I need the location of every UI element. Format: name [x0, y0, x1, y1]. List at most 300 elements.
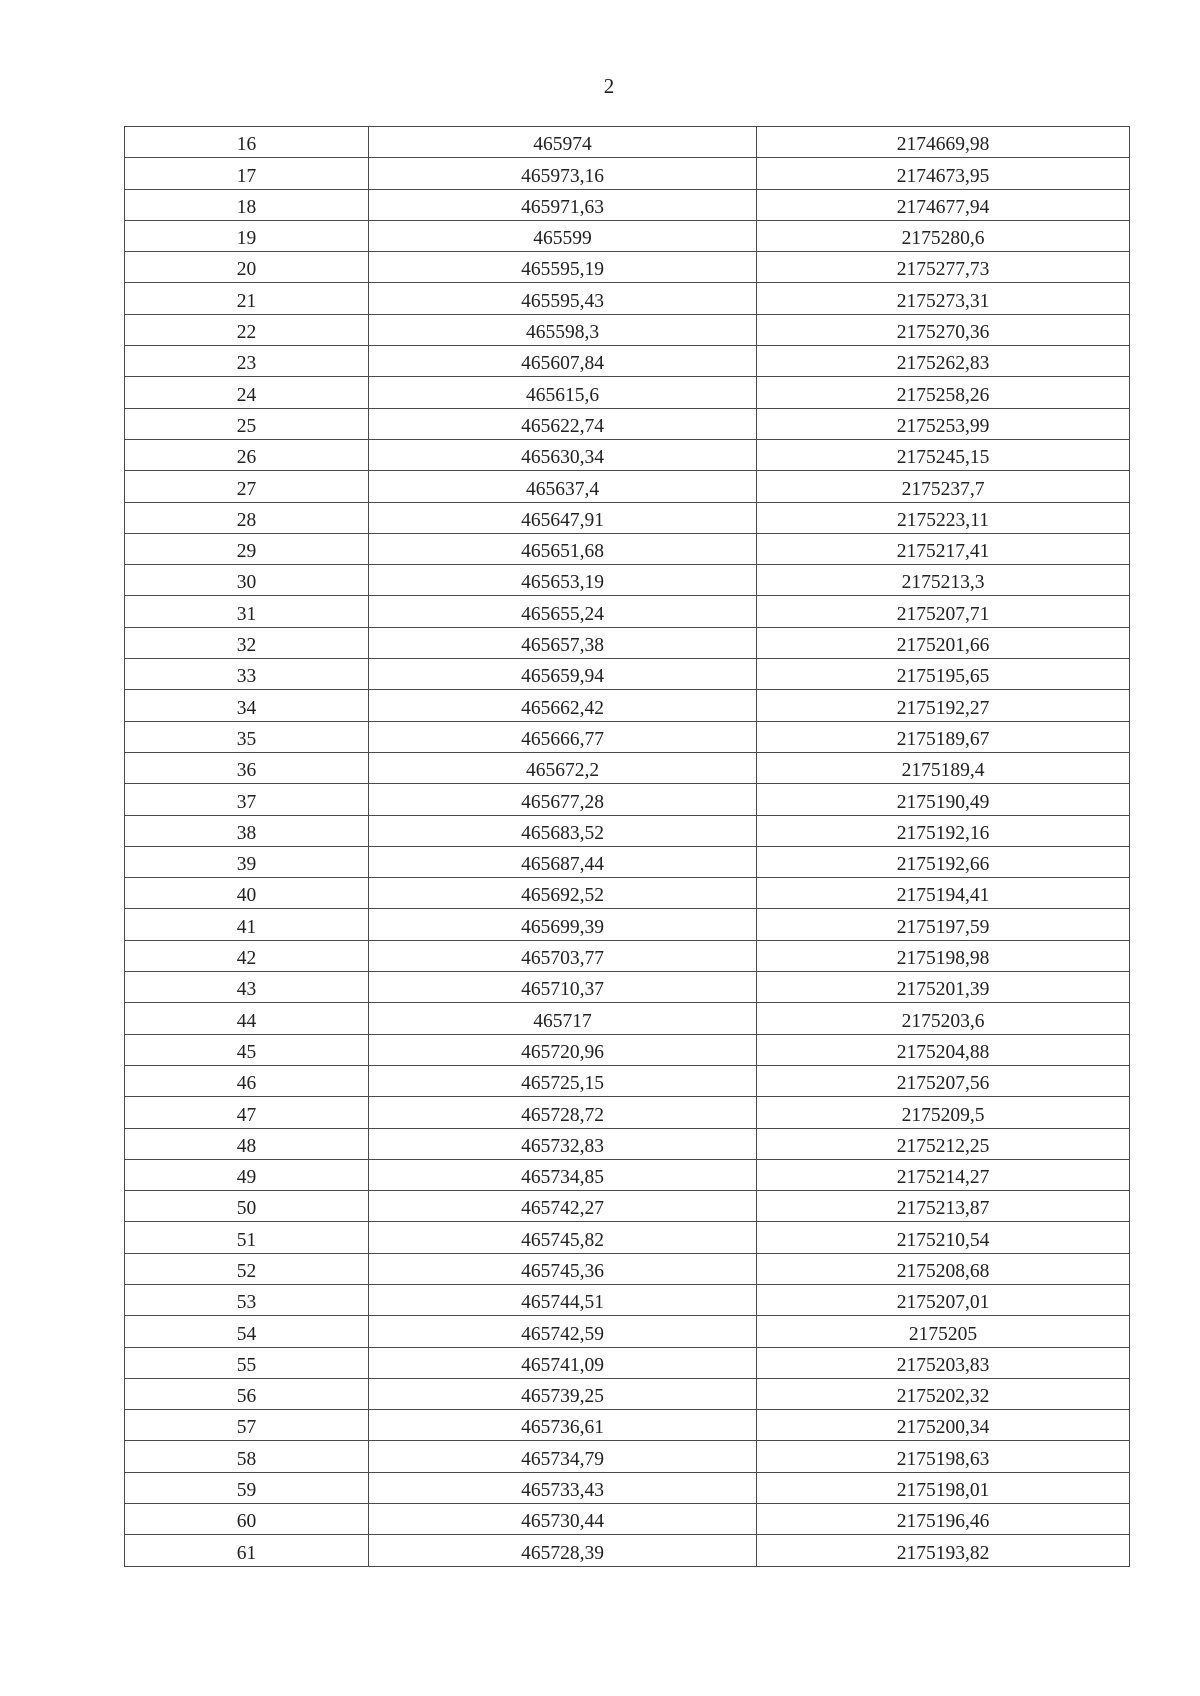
x-coordinate-cell — [369, 1472, 757, 1503]
x-coordinate-cell — [369, 220, 757, 251]
x-coordinate-cell — [369, 283, 757, 314]
x-coordinate-cell — [369, 1065, 757, 1096]
point-number-cell — [125, 1347, 369, 1378]
y-coordinate-cell-text: 2175214,27 — [896, 1167, 990, 1189]
point-number-cell-text: 35 — [236, 728, 257, 750]
point-number-cell — [125, 1284, 369, 1315]
x-coordinate-cell-text: 465653,19 — [521, 572, 604, 594]
x-coordinate-cell — [369, 846, 757, 877]
point-number-cell-text: 39 — [236, 854, 257, 876]
table-row — [125, 878, 1130, 909]
y-coordinate-cell — [757, 1284, 1130, 1315]
table-row — [125, 1316, 1130, 1347]
y-coordinate-cell-text: 2175201,39 — [896, 979, 990, 1001]
point-number-cell — [125, 1504, 369, 1535]
table-row — [125, 1159, 1130, 1190]
point-number-cell-text: 18 — [236, 196, 257, 218]
y-coordinate-cell — [757, 1253, 1130, 1284]
y-coordinate-cell-text: 2175207,56 — [896, 1073, 990, 1095]
point-number-cell — [125, 940, 369, 971]
x-coordinate-cell — [369, 596, 757, 627]
y-coordinate-cell-text: 2175262,83 — [896, 353, 990, 375]
x-coordinate-cell — [369, 1535, 757, 1566]
y-coordinate-cell — [757, 283, 1130, 314]
point-number-cell-text: 52 — [236, 1260, 257, 1282]
table-row — [125, 1253, 1130, 1284]
x-coordinate-cell — [369, 1410, 757, 1441]
y-coordinate-cell — [757, 408, 1130, 439]
y-coordinate-cell — [757, 1128, 1130, 1159]
x-coordinate-cell — [369, 565, 757, 596]
point-number-cell-text: 28 — [236, 509, 257, 531]
y-coordinate-cell-text: 2175245,15 — [896, 447, 990, 469]
y-coordinate-cell-text: 2175213,3 — [901, 572, 985, 594]
x-coordinate-cell-text: 465622,74 — [521, 415, 604, 437]
table-row — [125, 690, 1130, 721]
table-row — [125, 1128, 1130, 1159]
point-number-cell — [125, 1097, 369, 1128]
point-number-cell-text: 44 — [236, 1010, 257, 1032]
x-coordinate-cell — [369, 909, 757, 940]
x-coordinate-cell-text: 465720,96 — [521, 1041, 604, 1063]
point-number-cell — [125, 1003, 369, 1034]
x-coordinate-cell — [369, 1097, 757, 1128]
x-coordinate-cell — [369, 158, 757, 189]
point-number-cell-text: 36 — [236, 760, 257, 782]
y-coordinate-cell — [757, 1159, 1130, 1190]
table-row — [125, 784, 1130, 815]
x-coordinate-cell-text: 465666,77 — [521, 728, 604, 750]
x-coordinate-cell — [369, 1441, 757, 1472]
point-number-cell — [125, 1535, 369, 1566]
table-row — [125, 1378, 1130, 1409]
x-coordinate-cell — [369, 1253, 757, 1284]
point-number-cell-text: 16 — [236, 134, 257, 156]
point-number-cell — [125, 533, 369, 564]
point-number-cell — [125, 1253, 369, 1284]
point-number-cell-text: 47 — [236, 1104, 257, 1126]
y-coordinate-cell-text: 2175190,49 — [896, 791, 990, 813]
point-number-cell-text: 42 — [236, 948, 257, 970]
table-row — [125, 1191, 1130, 1222]
point-number-cell — [125, 189, 369, 220]
point-number-cell — [125, 314, 369, 345]
y-coordinate-cell-text: 2175212,25 — [896, 1135, 990, 1157]
table-row — [125, 283, 1130, 314]
point-number-cell-text: 24 — [236, 384, 257, 406]
point-number-cell-text: 26 — [236, 447, 257, 469]
x-coordinate-cell — [369, 721, 757, 752]
x-coordinate-cell — [369, 972, 757, 1003]
point-number-cell-text: 55 — [236, 1354, 257, 1376]
point-number-cell — [125, 909, 369, 940]
table-row — [125, 909, 1130, 940]
point-number-cell-text: 40 — [236, 885, 257, 907]
y-coordinate-cell — [757, 314, 1130, 345]
y-coordinate-cell — [757, 1065, 1130, 1096]
y-coordinate-cell-text: 2175210,54 — [896, 1229, 990, 1251]
y-coordinate-cell-text: 2175258,26 — [896, 384, 990, 406]
y-coordinate-cell — [757, 1191, 1130, 1222]
y-coordinate-cell — [757, 1003, 1130, 1034]
point-number-cell — [125, 283, 369, 314]
x-coordinate-cell — [369, 1034, 757, 1065]
point-number-cell-text: 31 — [236, 603, 257, 625]
y-coordinate-cell-text: 2174677,94 — [896, 196, 990, 218]
y-coordinate-cell-text: 2175198,98 — [896, 948, 990, 970]
table-row — [125, 940, 1130, 971]
x-coordinate-cell-text: 465699,39 — [521, 916, 604, 938]
x-coordinate-cell — [369, 1347, 757, 1378]
point-number-cell-text: 38 — [236, 822, 257, 844]
y-coordinate-cell — [757, 1410, 1130, 1441]
y-coordinate-cell-text: 2175192,16 — [896, 822, 990, 844]
point-number-cell — [125, 1191, 369, 1222]
x-coordinate-cell-text: 465728,39 — [521, 1542, 604, 1564]
point-number-cell — [125, 1159, 369, 1190]
y-coordinate-cell — [757, 752, 1130, 783]
table-row — [125, 1003, 1130, 1034]
y-coordinate-cell-text: 2175207,01 — [896, 1292, 990, 1314]
x-coordinate-cell-text: 465595,19 — [521, 259, 604, 281]
coordinates-table-body — [125, 127, 1130, 1567]
table-row — [125, 1504, 1130, 1535]
x-coordinate-cell-text: 465615,6 — [525, 384, 600, 406]
table-row — [125, 721, 1130, 752]
y-coordinate-cell-text: 2175201,66 — [896, 635, 990, 657]
y-coordinate-cell-text: 2175197,59 — [896, 916, 990, 938]
y-coordinate-cell — [757, 471, 1130, 502]
x-coordinate-cell-text: 465630,34 — [521, 447, 604, 469]
x-coordinate-cell — [369, 346, 757, 377]
point-number-cell — [125, 784, 369, 815]
y-coordinate-cell — [757, 940, 1130, 971]
table-row — [125, 565, 1130, 596]
y-coordinate-cell-text: 2175198,01 — [896, 1480, 990, 1502]
x-coordinate-cell — [369, 377, 757, 408]
point-number-cell — [125, 1034, 369, 1065]
table-row — [125, 1535, 1130, 1566]
table-row — [125, 252, 1130, 283]
table-row — [125, 972, 1130, 1003]
table-row — [125, 502, 1130, 533]
point-number-cell-text: 46 — [236, 1073, 257, 1095]
y-coordinate-cell-text: 2175196,46 — [896, 1511, 990, 1533]
x-coordinate-cell-text: 465655,24 — [521, 603, 604, 625]
table-row — [125, 846, 1130, 877]
y-coordinate-cell-text: 2175192,66 — [896, 854, 990, 876]
point-number-cell — [125, 972, 369, 1003]
y-coordinate-cell-text: 2175205 — [908, 1323, 978, 1345]
point-number-cell-text: 57 — [236, 1417, 257, 1439]
point-number-cell — [125, 127, 369, 158]
point-number-cell — [125, 878, 369, 909]
x-coordinate-cell-text: 465657,38 — [521, 635, 604, 657]
y-coordinate-cell — [757, 1097, 1130, 1128]
point-number-cell-text: 37 — [236, 791, 257, 813]
y-coordinate-cell-text: 2175217,41 — [896, 541, 990, 563]
point-number-cell — [125, 252, 369, 283]
point-number-cell — [125, 1472, 369, 1503]
x-coordinate-cell-text: 465739,25 — [521, 1386, 604, 1408]
point-number-cell — [125, 721, 369, 752]
y-coordinate-cell — [757, 1472, 1130, 1503]
y-coordinate-cell — [757, 721, 1130, 752]
y-coordinate-cell — [757, 1034, 1130, 1065]
x-coordinate-cell — [369, 1222, 757, 1253]
x-coordinate-cell — [369, 752, 757, 783]
x-coordinate-cell — [369, 940, 757, 971]
y-coordinate-cell — [757, 1347, 1130, 1378]
point-number-cell-text: 21 — [236, 290, 257, 312]
x-coordinate-cell-text: 465974 — [533, 134, 592, 156]
x-coordinate-cell-text: 465607,84 — [521, 353, 604, 375]
x-coordinate-cell — [369, 189, 757, 220]
point-number-cell-text: 30 — [236, 572, 257, 594]
x-coordinate-cell-text: 465973,16 — [521, 165, 604, 187]
x-coordinate-cell-text: 465672,2 — [525, 760, 600, 782]
y-coordinate-cell-text: 2175280,6 — [901, 228, 985, 250]
point-number-cell-text: 32 — [236, 635, 257, 657]
point-number-cell — [125, 815, 369, 846]
y-coordinate-cell-text: 2175198,63 — [896, 1448, 990, 1470]
point-number-cell — [125, 1316, 369, 1347]
table-row — [125, 220, 1130, 251]
y-coordinate-cell-text: 2175203,83 — [896, 1354, 990, 1376]
y-coordinate-cell-text: 2175207,71 — [896, 603, 990, 625]
x-coordinate-cell — [369, 252, 757, 283]
x-coordinate-cell — [369, 690, 757, 721]
table-row — [125, 346, 1130, 377]
point-number-cell — [125, 752, 369, 783]
table-row — [125, 815, 1130, 846]
point-number-cell-text: 49 — [236, 1167, 257, 1189]
y-coordinate-cell — [757, 784, 1130, 815]
x-coordinate-cell — [369, 878, 757, 909]
table-row — [125, 1410, 1130, 1441]
point-number-cell-text: 50 — [236, 1198, 257, 1220]
y-coordinate-cell-text: 2175209,5 — [901, 1104, 985, 1126]
x-coordinate-cell-text: 465734,79 — [521, 1448, 604, 1470]
y-coordinate-cell — [757, 659, 1130, 690]
table-row — [125, 1222, 1130, 1253]
y-coordinate-cell — [757, 1222, 1130, 1253]
x-coordinate-cell-text: 465683,52 — [521, 822, 604, 844]
y-coordinate-cell-text: 2175189,4 — [901, 760, 985, 782]
y-coordinate-cell-text: 2175200,34 — [896, 1417, 990, 1439]
x-coordinate-cell-text: 465717 — [533, 1010, 592, 1032]
point-number-cell-text: 29 — [236, 541, 257, 563]
point-number-cell — [125, 596, 369, 627]
y-coordinate-cell — [757, 533, 1130, 564]
x-coordinate-cell — [369, 314, 757, 345]
table-row — [125, 1097, 1130, 1128]
x-coordinate-cell-text: 465736,61 — [521, 1417, 604, 1439]
table-row — [125, 439, 1130, 470]
x-coordinate-cell-text: 465745,82 — [521, 1229, 604, 1251]
y-coordinate-cell — [757, 189, 1130, 220]
y-coordinate-cell — [757, 127, 1130, 158]
y-coordinate-cell-text: 2175237,7 — [901, 478, 985, 500]
point-number-cell-text: 45 — [236, 1041, 257, 1063]
y-coordinate-cell — [757, 220, 1130, 251]
point-number-cell-text: 20 — [236, 259, 257, 281]
y-coordinate-cell-text: 2175277,73 — [896, 259, 990, 281]
y-coordinate-cell-text: 2175194,41 — [896, 885, 990, 907]
point-number-cell-text: 23 — [236, 353, 257, 375]
x-coordinate-cell-text: 465728,72 — [521, 1104, 604, 1126]
y-coordinate-cell — [757, 846, 1130, 877]
point-number-cell-text: 22 — [236, 322, 257, 344]
x-coordinate-cell-text: 465647,91 — [521, 509, 604, 531]
x-coordinate-cell-text: 465732,83 — [521, 1135, 604, 1157]
point-number-cell-text: 54 — [236, 1323, 257, 1345]
table-row — [125, 659, 1130, 690]
x-coordinate-cell-text: 465599 — [533, 228, 592, 250]
x-coordinate-cell-text: 465662,42 — [521, 697, 604, 719]
y-coordinate-cell-text: 2175202,32 — [896, 1386, 990, 1408]
point-number-cell-text: 59 — [236, 1480, 257, 1502]
x-coordinate-cell — [369, 1003, 757, 1034]
coordinates-table — [124, 126, 1130, 1567]
table-row — [125, 1284, 1130, 1315]
x-coordinate-cell — [369, 659, 757, 690]
y-coordinate-cell-text: 2175193,82 — [896, 1542, 990, 1564]
point-number-cell-text: 48 — [236, 1135, 257, 1157]
x-coordinate-cell-text: 465730,44 — [521, 1511, 604, 1533]
x-coordinate-cell — [369, 408, 757, 439]
y-coordinate-cell — [757, 1441, 1130, 1472]
point-number-cell — [125, 1410, 369, 1441]
point-number-cell-text: 34 — [236, 697, 257, 719]
point-number-cell-text: 61 — [236, 1542, 257, 1564]
y-coordinate-cell — [757, 627, 1130, 658]
y-coordinate-cell — [757, 439, 1130, 470]
y-coordinate-cell-text: 2175208,68 — [896, 1260, 990, 1282]
x-coordinate-cell-text: 465637,4 — [525, 478, 600, 500]
x-coordinate-cell — [369, 1316, 757, 1347]
y-coordinate-cell — [757, 502, 1130, 533]
table-row — [125, 127, 1130, 158]
x-coordinate-cell — [369, 784, 757, 815]
point-number-cell — [125, 690, 369, 721]
page-number: 2 — [603, 74, 615, 98]
y-coordinate-cell — [757, 346, 1130, 377]
table-row — [125, 189, 1130, 220]
table-row — [125, 627, 1130, 658]
point-number-cell — [125, 1065, 369, 1096]
x-coordinate-cell — [369, 533, 757, 564]
point-number-cell — [125, 565, 369, 596]
point-number-cell — [125, 1441, 369, 1472]
x-coordinate-cell — [369, 439, 757, 470]
table-row — [125, 1034, 1130, 1065]
y-coordinate-cell — [757, 1504, 1130, 1535]
point-number-cell — [125, 158, 369, 189]
x-coordinate-cell-text: 465692,52 — [521, 885, 604, 907]
point-number-cell-text: 33 — [236, 666, 257, 688]
y-coordinate-cell — [757, 565, 1130, 596]
x-coordinate-cell — [369, 502, 757, 533]
x-coordinate-cell-text: 465595,43 — [521, 290, 604, 312]
x-coordinate-cell-text: 465703,77 — [521, 948, 604, 970]
y-coordinate-cell — [757, 1316, 1130, 1347]
point-number-cell — [125, 220, 369, 251]
point-number-cell — [125, 408, 369, 439]
table-row — [125, 533, 1130, 564]
table-row — [125, 752, 1130, 783]
point-number-cell — [125, 627, 369, 658]
y-coordinate-cell-text: 2175213,87 — [896, 1198, 990, 1220]
y-coordinate-cell — [757, 1378, 1130, 1409]
point-number-cell-text: 53 — [236, 1292, 257, 1314]
x-coordinate-cell-text: 465677,28 — [521, 791, 604, 813]
x-coordinate-cell-text: 465710,37 — [521, 979, 604, 1001]
y-coordinate-cell-text: 2175203,6 — [901, 1010, 985, 1032]
y-coordinate-cell — [757, 158, 1130, 189]
y-coordinate-cell — [757, 972, 1130, 1003]
table-row — [125, 1347, 1130, 1378]
point-number-cell-text: 41 — [236, 916, 257, 938]
y-coordinate-cell — [757, 878, 1130, 909]
x-coordinate-cell-text: 465742,27 — [521, 1198, 604, 1220]
y-coordinate-cell — [757, 909, 1130, 940]
y-coordinate-cell-text: 2174673,95 — [896, 165, 990, 187]
x-coordinate-cell-text: 465734,85 — [521, 1167, 604, 1189]
x-coordinate-cell — [369, 627, 757, 658]
point-number-cell — [125, 502, 369, 533]
x-coordinate-cell — [369, 1504, 757, 1535]
x-coordinate-cell-text: 465733,43 — [521, 1480, 604, 1502]
point-number-cell — [125, 377, 369, 408]
table-row — [125, 471, 1130, 502]
x-coordinate-cell — [369, 1128, 757, 1159]
point-number-cell-text: 56 — [236, 1386, 257, 1408]
y-coordinate-cell-text: 2175273,31 — [896, 290, 990, 312]
point-number-cell-text: 25 — [236, 415, 257, 437]
point-number-cell — [125, 1222, 369, 1253]
point-number-cell — [125, 346, 369, 377]
x-coordinate-cell — [369, 1378, 757, 1409]
x-coordinate-cell-text: 465687,44 — [521, 854, 604, 876]
table-row — [125, 1472, 1130, 1503]
table-row — [125, 596, 1130, 627]
point-number-cell-text: 17 — [236, 165, 257, 187]
x-coordinate-cell-text: 465598,3 — [525, 322, 600, 344]
y-coordinate-cell-text: 2175204,88 — [896, 1041, 990, 1063]
point-number-cell-text: 43 — [236, 979, 257, 1001]
table-row — [125, 314, 1130, 345]
y-coordinate-cell-text: 2175270,36 — [896, 322, 990, 344]
x-coordinate-cell — [369, 1159, 757, 1190]
x-coordinate-cell — [369, 1191, 757, 1222]
y-coordinate-cell — [757, 252, 1130, 283]
y-coordinate-cell-text: 2175192,27 — [896, 697, 990, 719]
point-number-cell-text: 58 — [236, 1448, 257, 1470]
x-coordinate-cell — [369, 1284, 757, 1315]
x-coordinate-cell-text: 465741,09 — [521, 1354, 604, 1376]
x-coordinate-cell — [369, 471, 757, 502]
point-number-cell — [125, 1128, 369, 1159]
point-number-cell-text: 51 — [236, 1229, 257, 1251]
table-row — [125, 1065, 1130, 1096]
point-number-cell — [125, 471, 369, 502]
x-coordinate-cell-text: 465725,15 — [521, 1073, 604, 1095]
y-coordinate-cell — [757, 690, 1130, 721]
x-coordinate-cell-text: 465742,59 — [521, 1323, 604, 1345]
y-coordinate-cell — [757, 377, 1130, 408]
table-row — [125, 1441, 1130, 1472]
